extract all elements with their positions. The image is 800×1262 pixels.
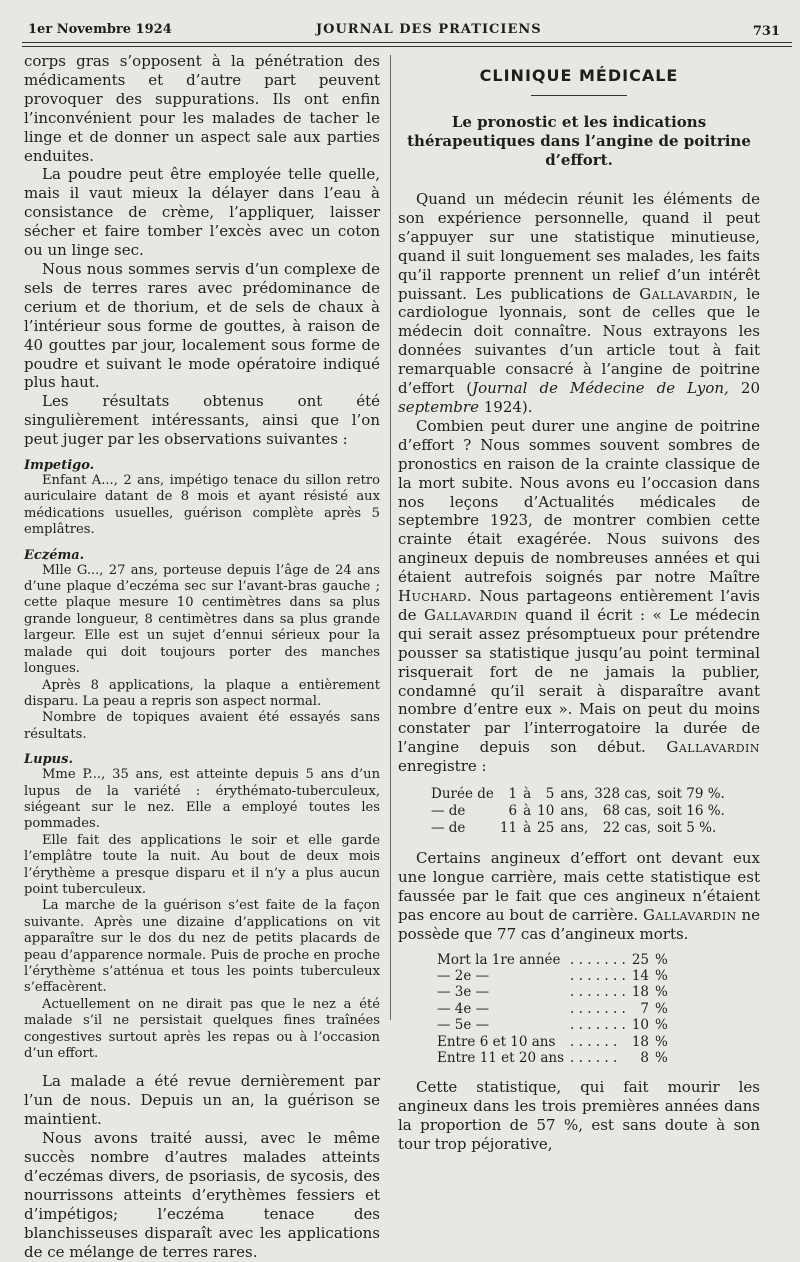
issue-date: 1er Novembre 1924 [28, 22, 172, 37]
author-name: Gallavardin [666, 738, 760, 757]
paragraph: La poudre peut être employée telle quelle, mais il vaut mieux la délayer dans l’eau à consistance de crème, l’appliquer, laisser sécher et faire tomber l’excès avec un coton ou un linge sec. [24, 165, 380, 260]
right-column [398, 52, 760, 1154]
table-row: Entre 11 et 20 ans . . . . . . 8 % [437, 1050, 668, 1067]
left-column [24, 52, 380, 1261]
journal-reference: Journal de Médecine de Lyon, [472, 379, 729, 398]
header-rule [22, 42, 792, 43]
case-paragraph: Mlle G..., 27 ans, porteuse depuis l’âge de 24 ans d’une plaque d’eczéma sec sur l’avant-bras gauche ; cette plaque mesure 10 centimètres dans sa plus grande longueur, 8 centimètres dans sa plus grande largeur. Elle est un sujet d’ennui sérieux pour la malade qui doit toujours porter des manches longues. [24, 562, 380, 677]
paragraph: Nous nous sommes servis d’un complexe de sels de terres rares avec prédominance de cerium et de thorium, et de sels de chaux à l’intérieur sous forme de gouttes, à raison de 40 gouttes par jour, localement sous forme de poudre et suivant le mode opératoire indiqué plus haut. [24, 259, 380, 392]
section-title-rule [531, 95, 627, 96]
author-name: Gallavardin [642, 905, 737, 924]
table-row: — de 6 à 10 ans, 68 cas, soit 16 %. [431, 803, 725, 820]
case-paragraph: Elle fait des applications le soir et elle garde l’emplâtre toute la nuit. Au bout de deux mois l’érythème a presque disparu et il n’y a plus aucun point tuberculeux. [24, 832, 380, 897]
paragraph: La malade a été revue dernièrement par l’un de nous. Depuis un an, la guérison se maintient. [24, 1072, 380, 1129]
table-row: Mort la 1re année . . . . . . . 25 % [437, 951, 668, 968]
table-row: — de 11 à 25 ans, 22 cas, soit 5 %. [431, 820, 717, 837]
case-paragraph: La marche de la guérison s’est faite de la façon suivante. Après une dizaine d’applications on vit apparaître sur le dos du nez de petits placards de peau d’apparence normale. Puis de proche en proche l’érythème s’atténua et tous les points tuberculeux s’effacèrent. [24, 898, 380, 996]
case-title-lupus: Lupus. [24, 752, 73, 768]
case-paragraph: Enfant A..., 2 ans, impétigo tenace du sillon retro auriculaire datant de 8 mois et ayant résisté aux médications usuelles, guérison complète après 5 emplâtres. [24, 473, 380, 538]
duration-table [428, 786, 728, 837]
author-name: Gallavardin [423, 605, 518, 624]
case-paragraph: Après 8 applications, la plaque a entièrement disparu. La peau a repris son aspect normal. [24, 677, 380, 709]
page-header [22, 20, 780, 44]
journal-title: JOURNAL DES PRATICIENS [316, 22, 542, 37]
author-name: Gallavardin [639, 284, 733, 303]
header-rule-double [22, 46, 792, 47]
case-paragraph: Mme P..., 35 ans, est atteinte depuis 5 ans d’un lupus de la variété : érythémato-tuberculeux, siégeant sur le nez. Elle a employé toutes les pommades. [24, 767, 380, 832]
table-row: Durée de 1 à 5 ans, 328 cas, soit 79 %. [431, 786, 725, 803]
paragraph: corps gras s’opposent à la pénétration des médicaments et d’autre part peuvent provoquer des suppurations. Ils ont enfin l’inconvénient pour les malades de tacher le linge et de donner un aspect sale aux parties enduites. [24, 52, 380, 165]
case-paragraph: Nombre de topiques avaient été essayés sans résultats. [24, 710, 380, 742]
page-number: 731 [752, 24, 780, 39]
case-title-impetigo: Impetigo. [24, 458, 95, 474]
paragraph: Nous avons traité aussi, avec le même succès nombre d’autres malades atteints d’eczémas divers, de psoriasis, de sycosis, des nourrissons atteints d’erythèmes fessiers et d’impétigos; l’eczéma tenace des blanchisseuses disparaît avec les applications de ce mélange de terres rares. [24, 1129, 380, 1261]
article-title: Le pronostic et les indications thérapeutiques dans l’angine de poitrine d’effort. [407, 113, 751, 169]
author-name: Huchard [398, 587, 467, 606]
section-title: CLINIQUE MÉDICALE [479, 66, 679, 85]
table-row: — 5e — . . . . . . . 10 % [437, 1017, 668, 1034]
mortality-table [434, 952, 671, 1067]
paragraph: Les résultats obtenus ont été singulièrement intéressants, ainsi que l’on peut juger par les observations suivantes : [24, 392, 380, 449]
paragraph: Combien peut durer une angine de poitrine d’effort ? Nous sommes souvent sombres de pronostics en raison de la crainte classique de la mort subite. Nous avons eu l’occasion dans nos leçons d’Actualités médicales de septembre 1923, de montrer combien cette crainte était exagérée. Nous suivons des angineux depuis de nombreuses années et qui étaient autrefois soignés par notre Maître Huchard. Nous partageons entièrement l’avis de Gallavardin quand il écrit : « Le médecin qui serait assez présomptueux pour prétendre pousser sa statistique jusqu’au point terminal risquerait fort de ne jamais la publier, condamné qu’il serait à disparaître avant nombre d’entre eux ». Mais on peut du moins constater par l’interrogatoire la durée de l’angine depuis son début. Gallavardin enregistre : [398, 416, 760, 776]
paragraph: Cette statistique, qui fait mourir les angineux dans les trois premières années dans la proportion de 57 %, est sans doute à son tour trop péjorative, [398, 1078, 760, 1154]
paragraph: Certains angineux d’effort ont devant eux une longue carrière, mais cette statistique est faussée par le fait que ces angineux n’étaient pas encore au bout de carrière. Gallavardin ne possède que 77 cas d’angineux morts. [398, 849, 760, 943]
paragraph: Quand un médecin réunit les éléments de son expérience personnelle, quand il peut s’appuyer sur une statistique minutieuse, quand il suit longuement ses malades, les faits qu’il rapporte prennent un relief d’un intérêt puissant. Les publications de Gallavardin, le cardiologue lyonnais, sont de celles que le médecin doit connaître. Nous extrayons les données suivantes d’un article tout à fait remarquable consacré à l’angine de poitrine d’effort (Journal de Médecine de Lyon, 20 septembre 1924). [398, 190, 760, 416]
column-divider [390, 55, 391, 1020]
table-row: Entre 6 et 10 ans . . . . . . 18 % [437, 1033, 668, 1050]
case-paragraph: Actuellement on ne dirait pas que le nez a été malade s’il ne persistait quelques fines traînées congestives surtout après les repas ou à l’occasion d’un effort. [24, 996, 380, 1062]
table-row: — 4e — . . . . . . . 7 % [437, 1000, 668, 1017]
case-title-eczema: Eczéma. [24, 547, 85, 563]
table-row: — 3e — . . . . . . . 18 % [437, 984, 668, 1001]
table-row: — 2e — . . . . . . . 14 % [437, 968, 668, 985]
